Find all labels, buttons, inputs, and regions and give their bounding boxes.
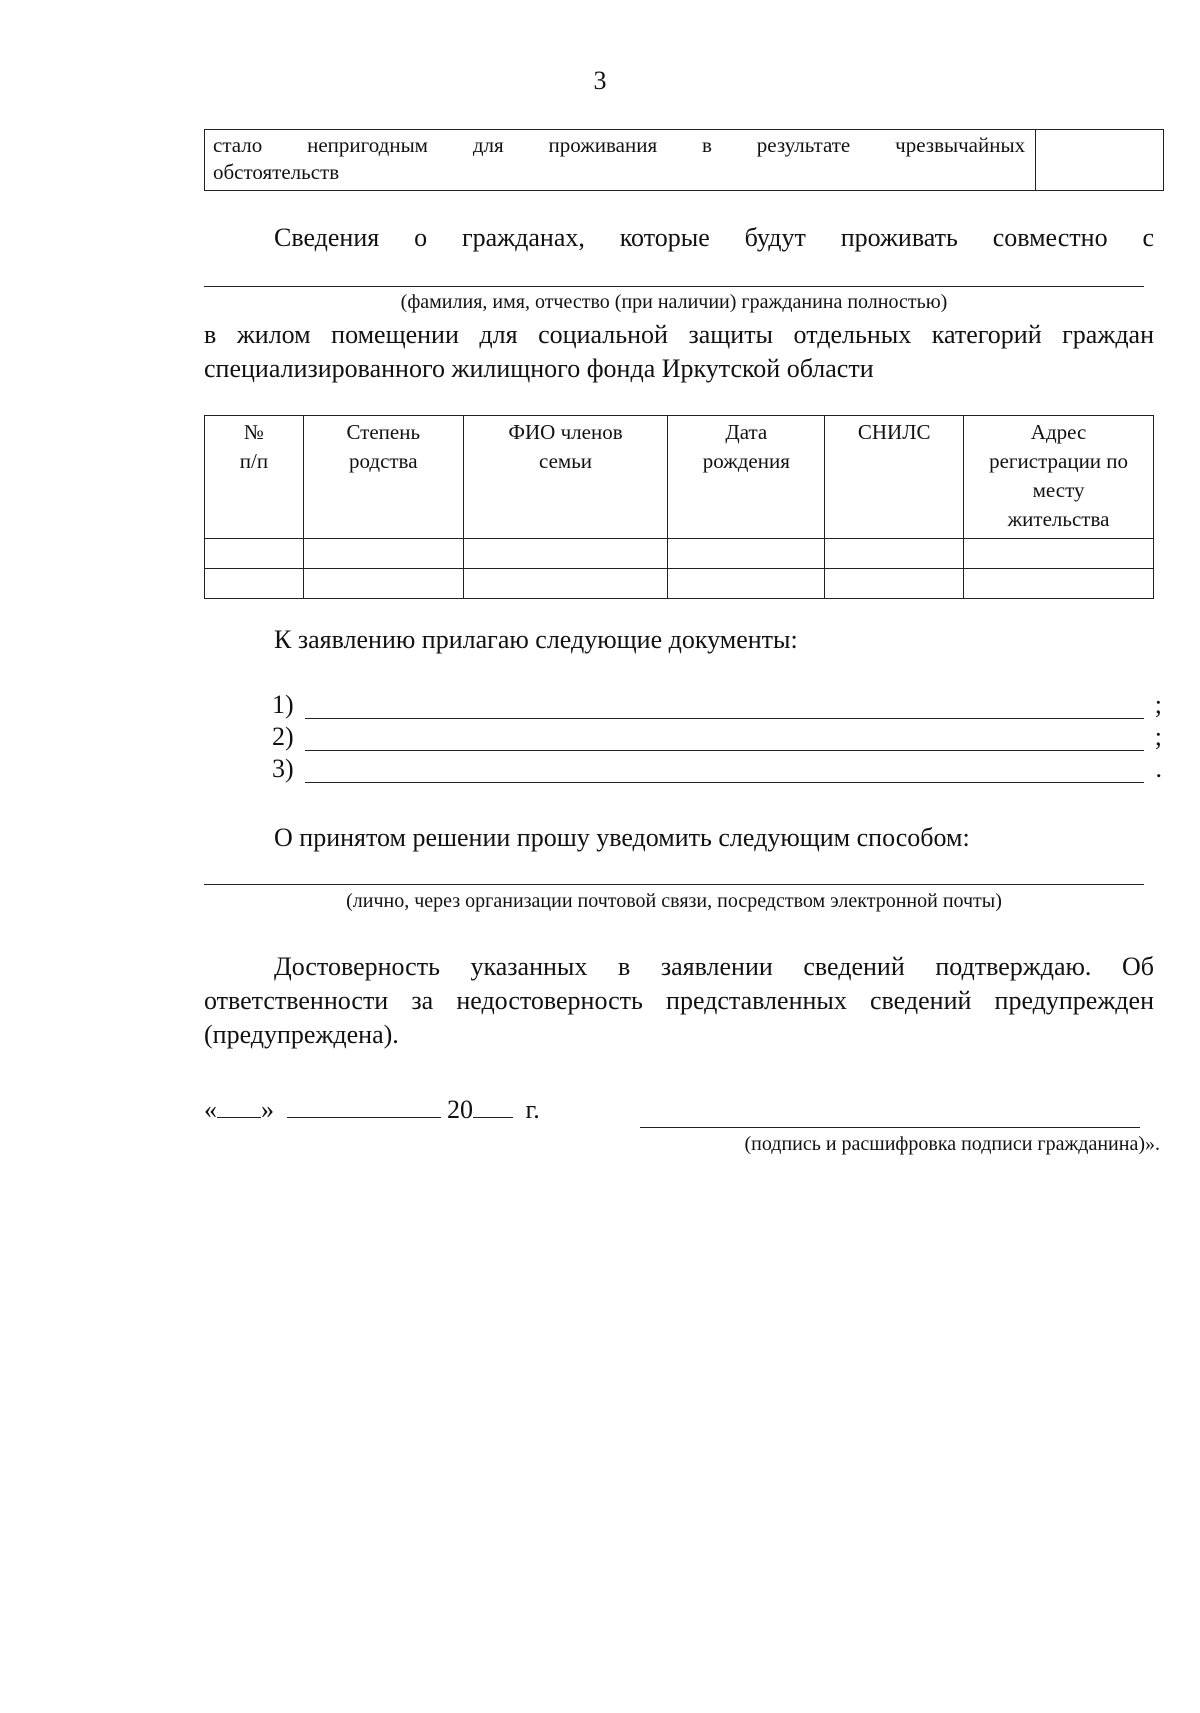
documents-heading: К заявлению прилагаю следующие документы: — [274, 625, 798, 654]
document-item-end: ; — [1154, 722, 1162, 751]
document-item-number: 2) — [272, 722, 294, 751]
table-cell[interactable] — [463, 539, 668, 569]
month-blank[interactable] — [287, 1095, 441, 1118]
signature-caption: (подпись и расшифровка подписи гражданина)». — [744, 1133, 1160, 1155]
citizen-name-line — [204, 286, 1144, 287]
header-relation: Степень родства — [303, 416, 463, 539]
document-item-2 — [272, 722, 1162, 754]
family-table-header-row — [205, 416, 1154, 539]
table-cell[interactable] — [825, 569, 964, 599]
continuation-text-cell — [205, 130, 1036, 191]
notification-heading: О принятом решении прошу уведомить следующим способом: — [274, 823, 970, 852]
table-cell[interactable] — [303, 539, 463, 569]
table-cell[interactable] — [668, 539, 825, 569]
document-item-2-field[interactable] — [305, 750, 1144, 751]
table-cell[interactable] — [303, 569, 463, 599]
document-item-end: ; — [1154, 690, 1162, 719]
continuation-empty-cell — [1036, 130, 1164, 191]
continuation-line-2: обстоятельств — [213, 160, 340, 184]
table-cell[interactable] — [205, 569, 304, 599]
year-suffix: г. — [525, 1095, 540, 1124]
document-item-end: . — [1155, 754, 1162, 783]
notification-method-line[interactable] — [204, 884, 1144, 885]
document-item-3-field[interactable] — [305, 782, 1144, 783]
table-cell[interactable] — [964, 569, 1154, 599]
table-cell[interactable] — [964, 539, 1154, 569]
signature-line[interactable] — [640, 1127, 1140, 1128]
table-cell[interactable] — [825, 539, 964, 569]
header-snils: СНИЛС — [825, 416, 964, 539]
year-prefix: 20 — [447, 1095, 473, 1124]
document-item-number: 3) — [272, 754, 294, 783]
citizen-name-caption: (фамилия, имя, отчество (при наличии) гражданина полностью) — [400, 291, 948, 313]
family-members-table — [204, 415, 1154, 599]
cohabitants-line-3: в жилом помещении для социальной защиты отдельных категорий граждан — [204, 320, 1154, 349]
year-blank[interactable] — [473, 1095, 513, 1118]
header-full-name: ФИО членов семьи — [463, 416, 668, 539]
open-quote: « — [204, 1095, 217, 1124]
document-item-1-field[interactable] — [305, 718, 1144, 719]
confirmation-line-2: ответственности за недостоверность представленных сведений предупрежден — [204, 986, 1154, 1015]
day-blank[interactable] — [217, 1095, 261, 1118]
cohabitants-lead: Сведения о гражданах, которые будут проживать совместно с — [274, 223, 1154, 252]
confirmation-line-3: (предупреждена). — [204, 1020, 399, 1049]
notification-caption: (лично, через организации почтовой связи, посредством электронной почты) — [346, 890, 1002, 912]
table-row — [205, 539, 1154, 569]
document-item-3 — [272, 754, 1162, 786]
document-item-number: 1) — [272, 690, 294, 719]
date-field — [204, 1095, 540, 1125]
table-row — [205, 569, 1154, 599]
header-birth-date: Дата рождения — [668, 416, 825, 539]
close-quote: » — [261, 1095, 274, 1124]
continuation-table — [204, 129, 1164, 191]
confirmation-line-1: Достоверность указанных в заявлении сведений подтверждаю. Об — [274, 952, 1154, 981]
page-number: 3 — [593, 66, 607, 95]
continuation-line-1: стало непригодным для проживания в результате чрезвычайных — [213, 133, 1026, 157]
table-cell[interactable] — [463, 569, 668, 599]
header-address: Адрес регистрации по месту жительства — [964, 416, 1154, 539]
cohabitants-line-4: специализированного жилищного фонда Иркутской области — [204, 354, 874, 383]
header-number: № п/п — [205, 416, 304, 539]
document-item-1 — [272, 690, 1162, 722]
table-cell[interactable] — [668, 569, 825, 599]
table-cell[interactable] — [205, 539, 304, 569]
